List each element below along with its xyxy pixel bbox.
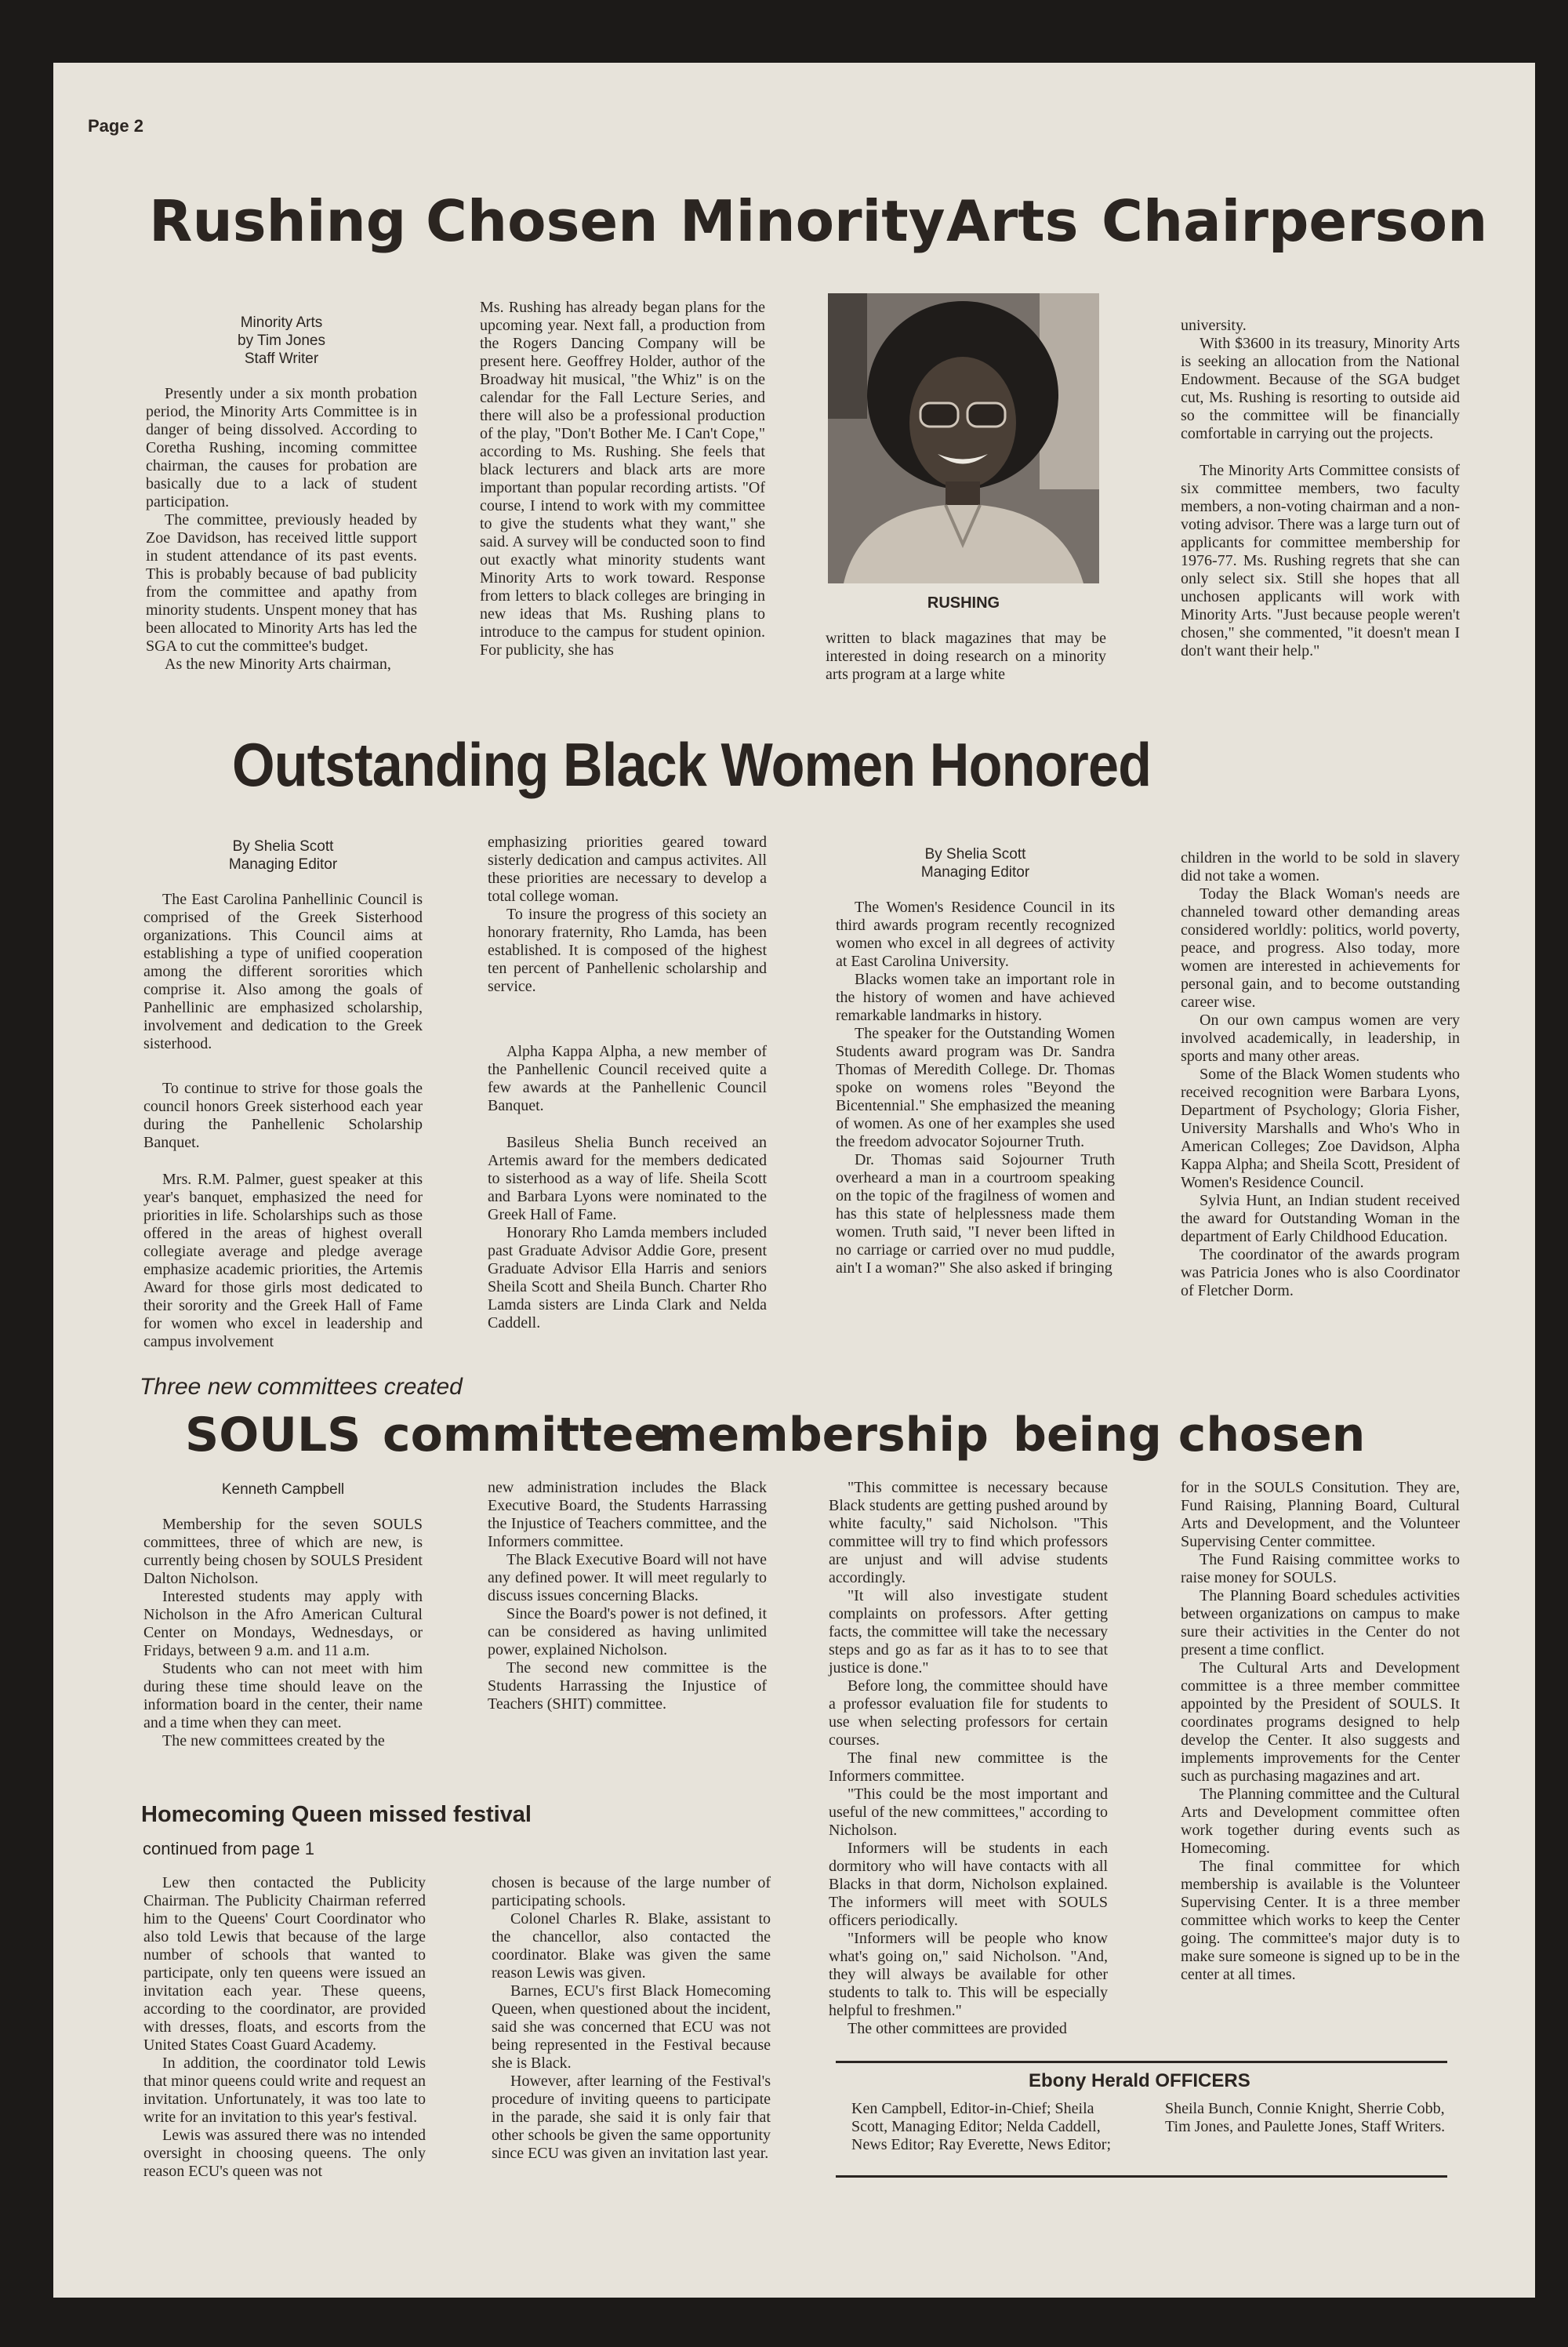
byline: By Shelia Scott Managing Editor bbox=[920, 846, 1030, 881]
continued-note: continued from page 1 bbox=[143, 1839, 314, 1858]
page-number: Page 2 bbox=[88, 116, 143, 136]
paragraph: Since the Board's power is not defined, it can be considered as having unlimited power, explained Nicholson. bbox=[488, 1605, 767, 1659]
paragraph: "Informers will be people who know what's going on," said Nicholson. "And, they will always be available for other students to talk to. This will be especially helpful to freshmen." bbox=[829, 1930, 1108, 2019]
divider-rule bbox=[836, 2061, 1447, 2063]
paragraph: The speaker for the Outstanding Women Students award program was Dr. Sandra Thomas of Meredith College. Dr. Thomas spoke on womens roles "Beyond the Bicentennial." She emphasized the meaning of women. As one of her examples she used the freedom advocator Sojourner Truth. bbox=[836, 1025, 1115, 1150]
paragraph: Mrs. R.M. Palmer, guest speaker at this year's banquet, emphasized the need for priorities in life. Scholarships such as those offered in the areas of highest overall collegiate average and pledge average emphasize academic priorities, the Artemis Award for those girls most dedicated to their sorority and the Greek Hall of Fame for women who excel in leadership and campus involvement bbox=[143, 1171, 423, 1350]
article3-col1 bbox=[143, 1480, 423, 1750]
article1-col2 bbox=[480, 299, 765, 659]
headline-word: SOULS bbox=[185, 1408, 361, 1462]
paragraph: The Fund Raising committee works to raise money for SOULS. bbox=[1181, 1551, 1460, 1586]
paragraph: written to black magazines that may be interested in doing research on a minority arts program at a large white bbox=[826, 630, 1106, 683]
paragraph: Today the Black Woman's needs are channeled toward other demanding areas considered worldly: politics, world poverty, peace, and progress. Also today, more women are interested in achievements for personal gain, and to become outstanding career wise. bbox=[1181, 885, 1460, 1011]
paragraph: Membership for the seven SOULS committees, three of which are new, is currently being chosen by SOULS President Dalton Nicholson. bbox=[143, 1516, 423, 1587]
paragraph: "This could be the most important and useful of the new committees," according to Nicholson. bbox=[829, 1786, 1108, 1839]
paragraph: The Planning committee and the Cultural Arts and Development committee often work together during events such as Homecoming. bbox=[1181, 1786, 1460, 1857]
officers-list: Ken Campbell, Editor-in-Chief; Sheila Scott, Managing Editor; Nelda Caddell, News Editor; Ray Everette, News Editor; bbox=[851, 2100, 1112, 2153]
rushing-photo bbox=[828, 293, 1099, 583]
paragraph: In addition, the coordinator told Lewis that minor queens could write and request an invitation. Unfortunately, it was too late to write for an invitation to this year's festival. bbox=[143, 2055, 426, 2126]
paragraph: The second new committee is the Students Harrassing the Injustice of Teachers (SHIT) committee. bbox=[488, 1659, 767, 1713]
paragraph: "This committee is necessary because Black students are getting pushed around by white faculty," said Nicholson. "This committee will try to find which professors are unjust and will advise students accordingly. bbox=[829, 1479, 1108, 1586]
headline-word: membership bbox=[659, 1408, 989, 1462]
paragraph: The Women's Residence Council in its third awards program recently recognized women who excel in all degrees of activity at East Carolina University. bbox=[836, 899, 1115, 970]
photo-caption: RUSHING bbox=[927, 594, 1000, 612]
paragraph: Dr. Thomas said Sojourner Truth overheard a man in a courtroom speaking on the topic of the fragilness of women and has this state of helplessness made them women. Truth said, "I never been lifted in no carriage or carried over no mud puddle, ain't I a woman?" She also asked if bringing bbox=[836, 1151, 1115, 1277]
paragraph: new administration includes the Black Executive Board, the Students Harrassing the Injustice of Teachers committee, and the Informers committee. bbox=[488, 1479, 767, 1550]
paragraph: The Planning Board schedules activities between organizations on campus to make sure their activities in the Center do not present a time conflict. bbox=[1181, 1587, 1460, 1659]
article1-col1 bbox=[146, 314, 417, 674]
paragraph: The new committees created by the bbox=[162, 1732, 385, 1749]
headline-word: Arts bbox=[946, 188, 1079, 254]
article2-col1 bbox=[143, 837, 423, 1351]
paragraph: To insure the progress of this society an honorary fraternity, Rho Lamda, has been established. It is composed of the highest ten percent of Panhellenic scholarship and service. bbox=[488, 906, 767, 995]
officers-list: Sheila Bunch, Connie Knight, Sherrie Cobb, Tim Jones, and Paulette Jones, Staff Writers. bbox=[1165, 2100, 1446, 2135]
portrait-image bbox=[828, 293, 1099, 583]
article1-col4 bbox=[1181, 317, 1460, 660]
paragraph: university. bbox=[1181, 317, 1247, 334]
article3-col2 bbox=[488, 1479, 767, 1713]
paragraph: Students who can not meet with him during these time should leave on the information board in the center, their name and a time when they can meet. bbox=[143, 1660, 423, 1731]
paragraph: The final committee for which membership is available is the Volunteer Supervising Center. It is a three member committee which works to keep the Center going. The committee's major duty is to make sure someone is signed up to be in the center at all times. bbox=[1181, 1858, 1460, 1983]
paragraph: Basileus Shelia Bunch received an Artemis award for the members dedicated to sisterhood as a way of life. Sheila Scott and Barbara Lyons were nominated to the Greek Hall of Fame. bbox=[488, 1134, 767, 1223]
paragraph: The committee, previously headed by Zoe Davidson, has received little support in student attendance of its past events. This is probably because of bad publicity from the committee and apathy from minority students. Unspent money that has been allocated to Minority Arts has led the SGA to cut the committee's budget. bbox=[146, 511, 417, 655]
paragraph: Ms. Rushing has already began plans for the upcoming year. Next fall, a production from the Rogers Dancing Company will be present here. Geoffrey Holder, author of the Broadway hit musical, "the Whiz" is on the calendar for the Fall Lecture Series, and there will also be a professional production of the play, "Don't Bother Me. I Can't Cope," according to Ms. Rushing. She feels that black lecturers and black arts are more important than popular recording artists. "Of course, I intend to work with my committee to give the students what they want," she said. A survey will be conducted soon to find out exactly what minority students want Minority Arts to work toward. Response from letters to black colleges are bringing in new ideas that Ms. Rushing plans to introduce to the campus for student opinion. For publicity, she has bbox=[480, 299, 765, 659]
paragraph: With $3600 in its treasury, Minority Arts is seeking an allocation from the National Endowment. Because of the SGA budget cut, Ms. Rushing is resorting to outside aid so the committee will be financially comfortable in carrying out the projects. bbox=[1181, 335, 1460, 442]
article3-col4 bbox=[1181, 1479, 1460, 1984]
paragraph: for in the SOULS Consitution. They are, Fund Raising, Planning Board, Cultural Arts and Development, and the Volunteer Supervising Center committee. bbox=[1181, 1479, 1460, 1550]
divider-rule bbox=[836, 2175, 1447, 2178]
paragraph: chosen is because of the large number of participating schools. bbox=[492, 1874, 771, 1909]
paragraph: children in the world to be sold in slavery did not take a women. bbox=[1181, 849, 1460, 885]
paragraph: The other committees are provided bbox=[848, 2020, 1067, 2037]
paragraph: The final new committee is the Informers committee. bbox=[829, 1749, 1108, 1785]
paragraph: Sylvia Hunt, an Indian student received the award for Outstanding Woman in the department of Early Childhood Education. bbox=[1181, 1192, 1460, 1245]
article2-col3 bbox=[836, 845, 1115, 1277]
article4-col2 bbox=[492, 1874, 771, 2163]
headline-word: Minority bbox=[680, 188, 946, 254]
paragraph: The Cultural Arts and Development committee is a three member committee appointed by the President of SOULS. It coordinates programs designed to help develop the Center. It also suggests and implements improvements for the Center such as purchasing magazines and art. bbox=[1181, 1659, 1460, 1785]
paragraph: The Minority Arts Committee consists of six committee members, two faculty members, a non-voting chairman and a non-voting advisor. There was a large turn out of applicants for committee membership for 1976-77. Ms. Rushing regrets that she can only select six. Still she hopes that all unchosen applicants will work with Minority Arts. "Just because people weren't chosen," she commented, "it doesn't mean I don't want their help." bbox=[1181, 462, 1460, 659]
paragraph: Alpha Kappa Alpha, a new member of the Panhellenic Council received quite a few awards at the Panhellenic Council Banquet. bbox=[488, 1043, 767, 1114]
paragraph: The Black Executive Board will not have any defined power. It will meet regularly to discuss issues concerning Blacks. bbox=[488, 1551, 767, 1604]
paragraph: Before long, the committee should have a professor evaluation file for students to use when selecting professors for certain courses. bbox=[829, 1677, 1108, 1749]
paragraph: Informers will be students in each dormitory who will have contacts with all Blacks in that dorm, Nicholson explained. The informers will meet with SOULS officers periodically. bbox=[829, 1840, 1108, 1929]
headline-word: Chosen bbox=[426, 188, 659, 254]
paragraph: Interested students may apply with Nicholson in the Afro American Cultural Center on Mondays, Wednesdays, or Fridays, between 9 a.m. and 11 a.m. bbox=[143, 1588, 423, 1659]
article3-col3 bbox=[829, 1479, 1108, 2038]
byline: By Shelia Scott Managing Editor bbox=[228, 838, 338, 873]
paragraph: Blacks women take an important role in the history of women and have achieved remarkable landmarks in history. bbox=[836, 971, 1115, 1024]
paragraph: Some of the Black Women students who received recognition were Barbara Lyons, Department of Psychology; Gloria Fisher, University Marshalls and Who's Who in American Colleges; Zoe Davidson, Alpha Kappa Alpha; and Sheila Scott, President of Women's Residence Council. bbox=[1181, 1066, 1460, 1191]
headline: Outstanding Black Women Honored bbox=[232, 730, 1152, 799]
headline-word: Rushing bbox=[149, 188, 407, 254]
paragraph: The East Carolina Panhellinic Council is comprised of the Greek Sisterhood organizations. This Council aims at establishing a type of unified cooperation among the different sororities which comprise it. Also among the goals of Panhellinic are emphasized scholarship, involvement and dedication to the Greek sisterhood. bbox=[143, 891, 423, 1052]
paragraph: Colonel Charles R. Blake, assistant to the chancellor, also contacted the coordinator. Blake was given the same reason Lewis was given. bbox=[492, 1910, 771, 1982]
article1-col3 bbox=[826, 630, 1106, 684]
kicker: Three new committees created bbox=[140, 1374, 463, 1400]
headline-word: committee bbox=[383, 1408, 666, 1462]
paragraph: On our own campus women are very involved academically, in leadership, in sports and many other areas. bbox=[1181, 1012, 1460, 1065]
article2-col4 bbox=[1181, 849, 1460, 1300]
article2-col2 bbox=[488, 834, 767, 1332]
paragraph: As the new Minority Arts chairman, bbox=[165, 656, 391, 673]
paragraph: Presently under a six month probation period, the Minority Arts Committee is in danger of being dissolved. According to Coretha Rushing, incoming committee chairman, the causes for probation are basically due to a lack of student participation. bbox=[146, 385, 417, 510]
paragraph: To continue to strive for those goals the council honors Greek sisterhood each year during the Panhellenic Scholarship Banquet. bbox=[143, 1080, 423, 1151]
paragraph: Honorary Rho Lamda members included past Graduate Advisor Addie Gore, present Graduate Advisor Ella Harris and seniors Sheila Scott and Sheila Bunch. Charter Rho Lamda sisters are Linda Clark and Nelda Caddell. bbox=[488, 1224, 767, 1332]
paragraph: Barnes, ECU's first Black Homecoming Queen, when questioned about the incident, said she was concerned that ECU was not being represented in the Festival because she is Black. bbox=[492, 1982, 771, 2072]
paragraph: Lewis was assured there was no intended oversight in choosing queens. The only reason ECU's queen was not bbox=[143, 2127, 426, 2180]
byline: Kenneth Campbell bbox=[221, 1481, 345, 1498]
headline: Homecoming Queen missed festival bbox=[141, 1802, 532, 1827]
headline-word: being chosen bbox=[1013, 1408, 1366, 1462]
byline: Minority Arts by Tim Jones Staff Writer bbox=[238, 314, 325, 367]
paragraph: "It will also investigate student complaints on professors. After getting facts, the committee will take the necessary steps and go as far as it has to to see that justice is done." bbox=[829, 1587, 1108, 1677]
paragraph: Lew then contacted the Publicity Chairman. The Publicity Chairman referred him to the Queens' Court Coordinator who also told Lewis that because of the large number of schools that wanted to participate, only ten queens were issued an invitation each year. These queens, according to the coordinator, are provided with dresses, floats, and escorts from the United States Coast Guard Academy. bbox=[143, 1874, 426, 2054]
paragraph: However, after learning of the Festival's procedure of inviting queens to participate in the parade, she said it is only fair that other schools be given the same opportunity since ECU was given an invitation last year. bbox=[492, 2073, 771, 2162]
paragraph: The coordinator of the awards program was Patricia Jones who is also Coordinator of Fletcher Dorm. bbox=[1181, 1246, 1460, 1299]
paragraph: emphasizing priorities geared toward sisterly dedication and campus activites. All these priorities are necessary to develop a total college woman. bbox=[488, 834, 767, 905]
article4-col1 bbox=[143, 1874, 426, 2181]
headline-word: Chairperson bbox=[1102, 188, 1488, 254]
officers-title: Ebony Herald OFFICERS bbox=[1029, 2070, 1250, 2091]
